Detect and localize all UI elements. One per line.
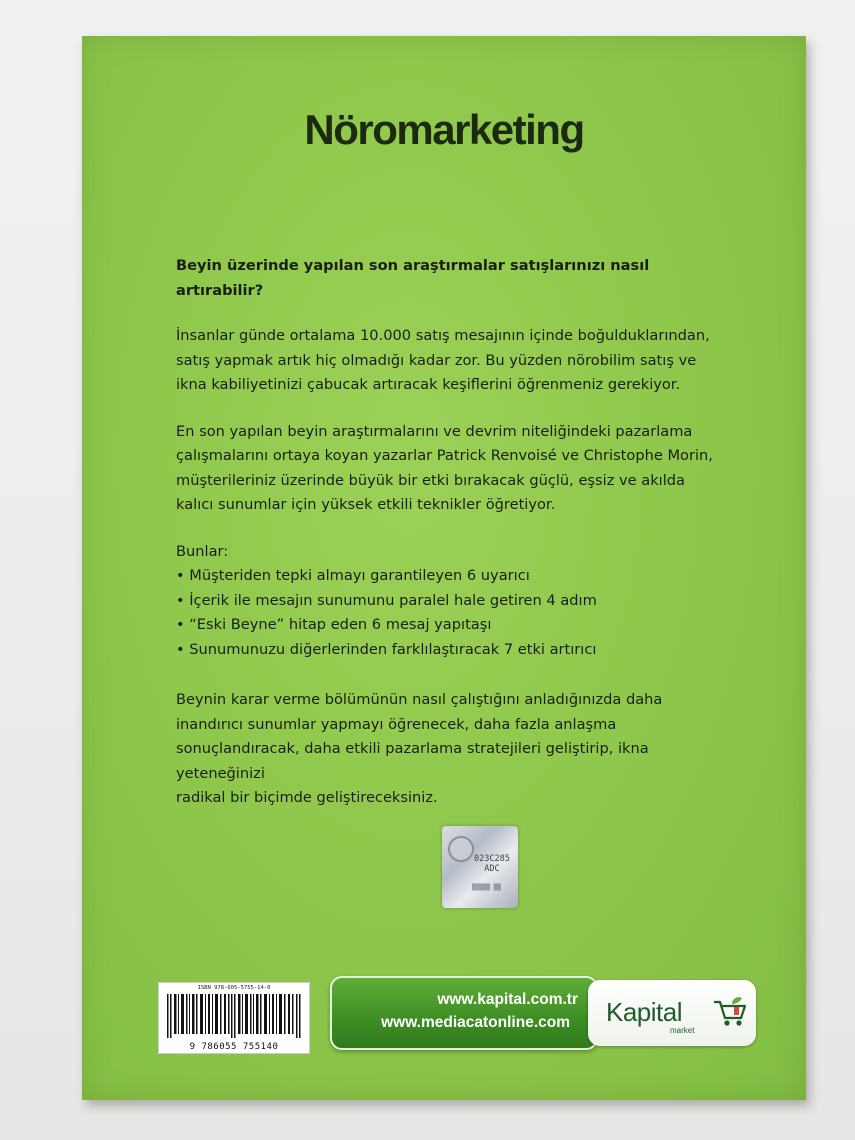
website-link-kapital[interactable]: www.kapital.com.tr bbox=[437, 991, 578, 1008]
hologram-code-line: ADC bbox=[484, 864, 500, 874]
list-item: • Sunumunuzu diğerlerinden farklılaştıracak 7 etki artırıcı bbox=[176, 640, 597, 658]
book-back-cover bbox=[82, 36, 806, 1100]
hologram-fine-print: ▒▒▒▒▒ ▒▒ bbox=[472, 884, 501, 891]
back-cover-text bbox=[176, 254, 736, 833]
book-title: Nöromarketing bbox=[304, 106, 584, 153]
logo-subtitle: market bbox=[670, 1026, 695, 1035]
list-item: • “Eski Beyne” hitap eden 6 mesaj yapıtaşı bbox=[176, 616, 492, 633]
paragraph-2: En son yapılan beyin araştırmalarını ve devrim niteliğindeki pazarlama çalışmalarını ortaya koyan yazarlar Patrick Renvoisé ve Christophe Morin, müşterileriniz üzerinde büyük bir etki bırakacak güçlü, eşsiz ve akılda kalıcı sunumlar için yüksek etkili teknikler öğretiyor. bbox=[176, 422, 713, 513]
seal-icon bbox=[448, 836, 474, 862]
list-item: • Müşteriden tepki almayı garantileyen 6 uyarıcı bbox=[176, 567, 530, 584]
barcode-bars-icon bbox=[167, 994, 301, 1038]
lead-question: Beyin üzerinde yapılan son araştırmalar satışlarınızı nasıl artırabilir? bbox=[176, 257, 650, 299]
logo-wordmark: Kapital bbox=[606, 997, 682, 1027]
paragraph-1: İnsanlar günde ortalama 10.000 satış mesajının içinde boğulduklarından, satış yapmak artık hiç olmadığı kadar zor. Bu yüzden nörobilim satış ve ikna kabiliyetinizi çabucak artıracak keşiflerini öğrenmeniz gerekiyor. bbox=[176, 327, 710, 393]
hologram-code bbox=[474, 854, 510, 874]
isbn-number: ISBN 978-605-5755-14-0 bbox=[197, 985, 271, 991]
list-item: • İçerik ile mesajın sunumunu paralel hale getiren 4 adım bbox=[176, 591, 597, 609]
website-link-mediacat[interactable]: www.mediacatonline.com bbox=[381, 1014, 570, 1031]
list-heading: Bunlar: bbox=[176, 542, 229, 560]
kapital-market-logo bbox=[588, 980, 756, 1046]
hologram-code-line: 023C285 bbox=[474, 854, 510, 864]
website-banner bbox=[330, 976, 598, 1050]
hologram-sticker bbox=[442, 826, 518, 908]
feature-list bbox=[176, 564, 736, 662]
shopping-cart-icon bbox=[712, 994, 748, 1030]
isbn-barcode bbox=[158, 982, 310, 1054]
paragraph-3: Beynin karar verme bölümünün nasıl çalıştığını anladığınızda daha inandırıcı sunumlar yapmayı öğrenecek, daha fazla anlaşma sonuçlandıracak, daha etkili pazarlama stratejileri geliştirip, ikna yeteneğinizi radikal bir biçimde geliştireceksiniz. bbox=[176, 691, 663, 806]
barcode-digits: 9 786055 755140 bbox=[189, 1042, 279, 1052]
